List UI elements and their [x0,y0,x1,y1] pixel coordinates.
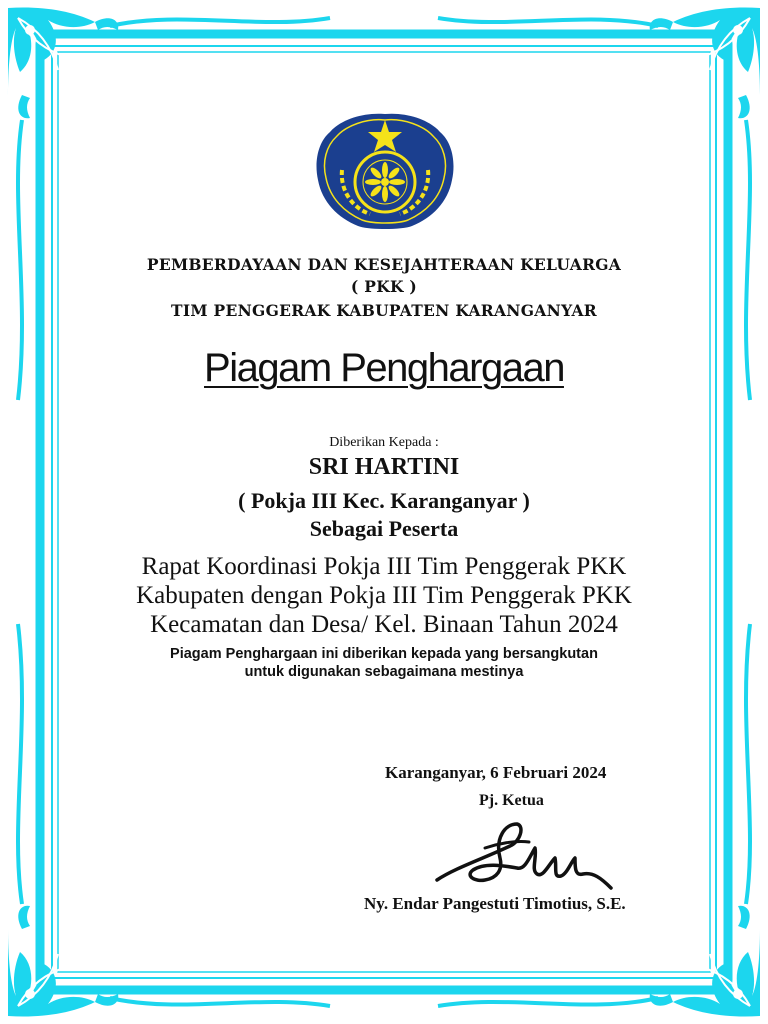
org-name-line1: PEMBERDAYAAN DAN KESEJAHTERAAN KELUARGA [146,255,622,274]
handwritten-signature-icon [425,818,625,896]
signer-position: Pj. Ketua [479,792,544,809]
place-date: Karanganyar, 6 Februari 2024 [385,763,607,782]
org-name-line2: TIM PENGGERAK KABUPATEN KARANGANYAR [170,301,597,320]
event-description [0,552,768,639]
recipient-unit: ( Pokja III Kec. Karanganyar ) [238,488,530,513]
event-line: Kabupaten dengan Pokja III Tim Penggerak PKK [136,582,632,609]
recipient-role: Sebagai Peserta [309,516,459,541]
corner-ornament-bottom-left-icon [8,906,118,1017]
note-line: untuk digunakan sebagaimana mestinya [244,664,524,680]
event-line: Kecamatan dan Desa/ Kel. Binaan Tahun 2024 [150,611,618,638]
certificate-title [0,346,768,391]
corner-ornament-top-right-icon [650,8,760,119]
corner-ornament-bottom-right-icon [650,906,760,1017]
given-to-label: Diberikan Kepada : [329,435,439,450]
event-line: Rapat Koordinasi Pokja III Tim Penggerak PKK [141,553,627,580]
certificate-note [0,645,768,681]
signer-name: Ny. Endar Pangestuti Timotius, S.E. [364,894,626,913]
corner-ornament-top-left-icon [8,8,118,119]
recipient-name: SRI HARTINI [308,454,460,480]
certificate-title-text: Piagam Penghargaan [204,346,564,390]
pkk-emblem-icon [312,110,458,232]
note-line: Piagam Penghargaan ini diberikan kepada yang bersangkutan [170,646,598,662]
org-abbreviation: ( PKK ) [350,277,418,296]
